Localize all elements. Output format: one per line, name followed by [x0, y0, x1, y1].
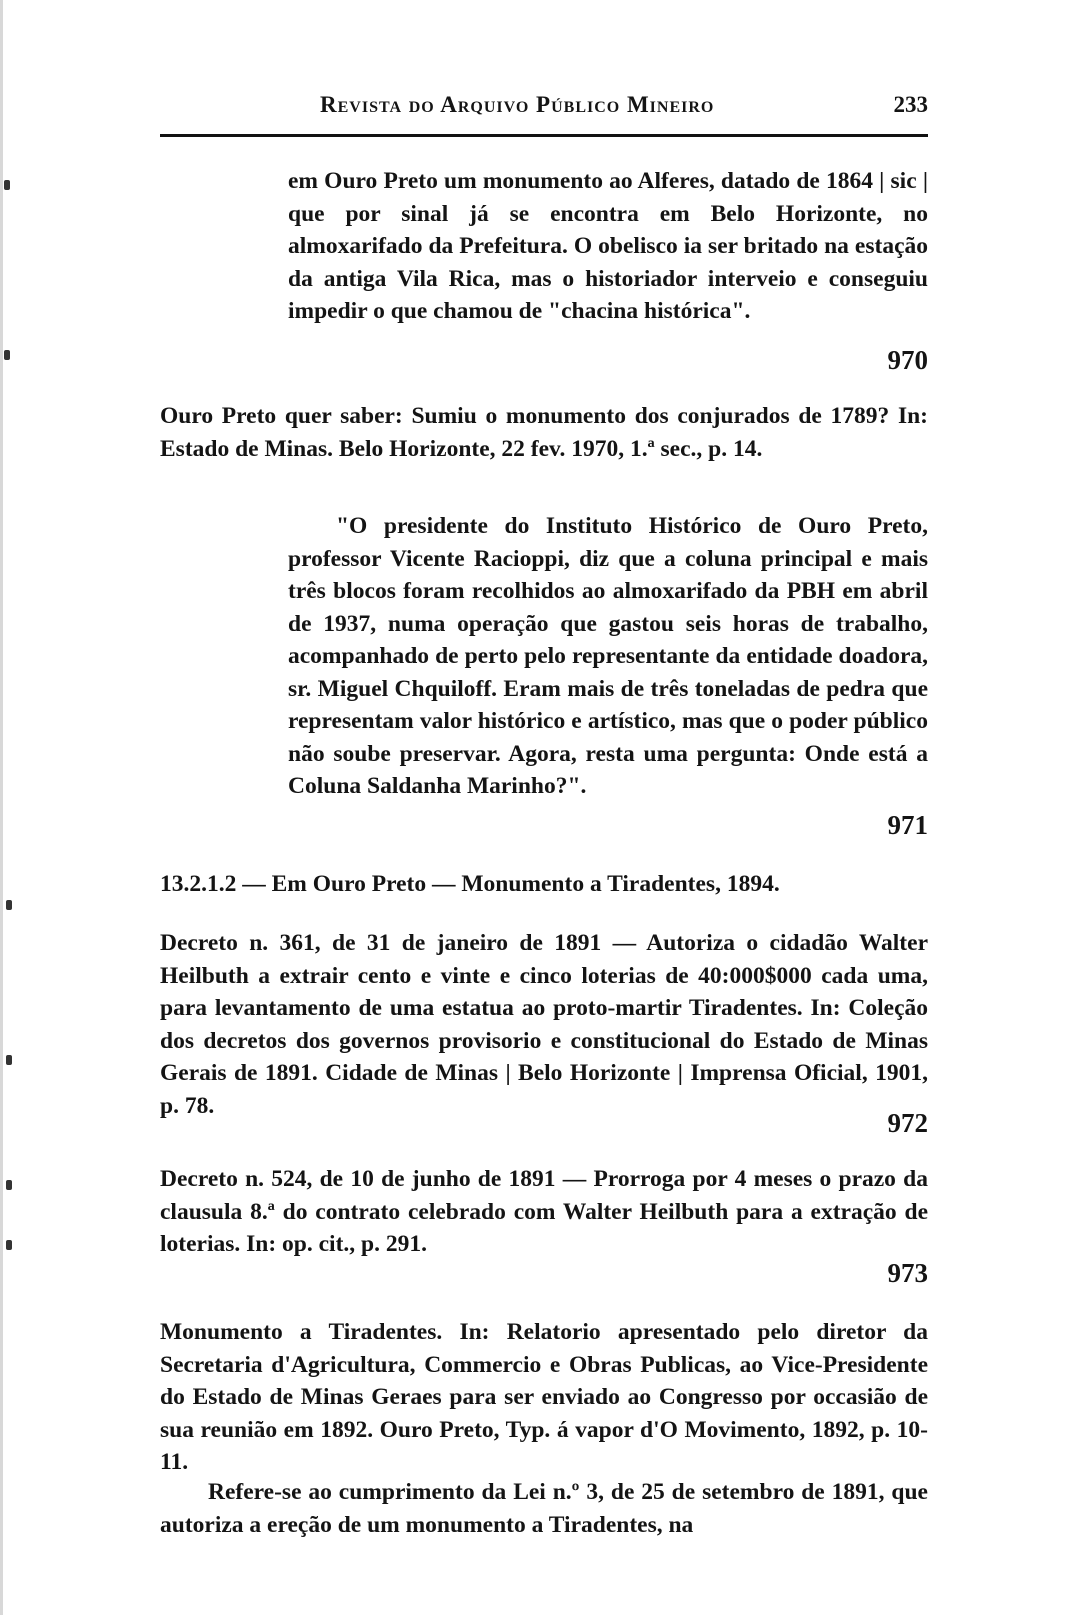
margin-speck — [6, 1180, 12, 1190]
bibliographic-entry-972: Decreto n. 524, de 10 de junho de 1891 — Prorroga por 4 meses o prazo da clausula 8.ª do contrato celebrado com Walter Heilbuth para a extração de loterias. In: op. cit., p. 291. — [160, 1166, 928, 1257]
annotation-paragraph: Refere-se ao cumprimento da Lei n.º 3, de 25 de setembro de 1891, que autoriza a ereção de um monumento a Tiradentes, na — [160, 1479, 928, 1538]
margin-speck — [6, 1240, 12, 1250]
entry-number-973: 973 — [887, 1258, 928, 1288]
section-heading: 13.2.1.2 — Em Ouro Preto — Monumento a Tiradentes, 1894. — [160, 871, 780, 897]
entry-number-970: 970 — [887, 345, 928, 375]
margin-speck — [4, 180, 10, 190]
margin-speck — [6, 900, 12, 910]
journal-title: Revista do Arquivo Público Mineiro — [320, 92, 715, 117]
bibliographic-entry-973: Monumento a Tiradentes. In: Relatorio apresentado pelo diretor da Secretaria d'Agricultura, Commercio e Obras Publicas, ao Vice-Presidente do Estado de Minas Geraes para ser enviado ao Congresso por occasião de sua reunião em 1892. Ouro Preto, Typ. á vapor d'O Movimento, 1892, p. 10-11. — [160, 1319, 928, 1475]
running-header — [160, 92, 928, 137]
margin-speck — [6, 1055, 12, 1065]
entry-number-972: 972 — [887, 1108, 928, 1138]
quoted-paragraph-continuation: em Ouro Preto um monumento ao Alferes, datado de 1864 | sic | que por sinal já se encontra em Belo Horizonte, no almoxarifado da Prefeitura. O obelisco ia ser britado na estação da antiga Vila Rica, mas o historiador interveio e conseguiu impedir o que chamou de "chacina histórica". — [288, 168, 928, 324]
bibliographic-entry-970: Ouro Preto quer saber: Sumiu o monumento dos conjurados de 1789? In: Estado de Minas. Belo Horizonte, 22 fev. 1970, 1.ª sec., p. 14. — [160, 403, 928, 462]
bibliographic-entry-971: Decreto n. 361, de 31 de janeiro de 1891 — Autoriza o cidadão Walter Heilbuth a extrair cento e vinte e cinco loterias de 40:000$000 cada uma, para levantamento de uma estatua ao proto-martir Tiradentes. In: Coleção dos decretos dos governos provisorio e constitucional do Estado de Minas Gerais de 1891. Cidade de Minas | Belo Horizonte | Imprensa Oficial, 1901, p. 78. — [160, 930, 928, 1119]
quoted-paragraph: "O presidente do Instituto Histórico de Ouro Preto, professor Vicente Racioppi, diz que a coluna principal e mais três blocos foram recolhidos ao almoxarifado da PBH em abril de 1937, numa operação que gastou seis horas de trabalho, acompanhado de perto pelo representante da entidade doadora, sr. Miguel Chquiloff. Eram mais de três toneladas de pedra que representam valor histórico e artístico, mas que o poder público não soube preservar. Agora, resta uma pergunta: Onde está a Coluna Saldanha Marinho?". — [288, 513, 928, 799]
margin-speck — [4, 350, 10, 360]
page-number: 233 — [893, 92, 928, 117]
binding-edge-shadow — [0, 0, 3, 1615]
entry-number-971: 971 — [887, 810, 928, 840]
